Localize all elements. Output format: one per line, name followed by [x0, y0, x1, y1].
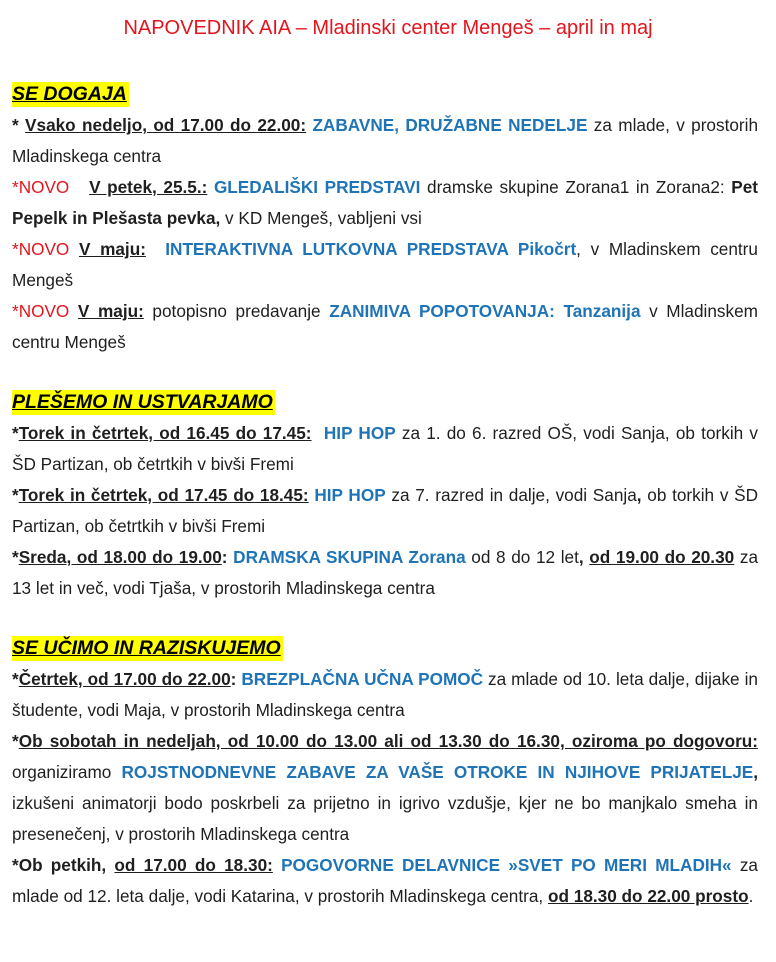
- event-time: Torek in četrtek, od 17.45 do 18.45:: [18, 485, 309, 505]
- section-plesemo-in-ustvarjamo: [12, 390, 758, 604]
- event-title: HIP HOP: [323, 423, 396, 443]
- event-time: od 18.30 do 22.00 prosto: [547, 886, 749, 906]
- list-item: *NOVO V maju: INTERAKTIVNA LUTKOVNA PREDSTAVA Pikočrt, v Mladinskem centru Mengeš: [12, 239, 758, 290]
- event-time: Vsako nedeljo, od 17.00 do 22.00:: [25, 115, 307, 135]
- list-item: *Ob petkih, od 17.00 do 18.30: POGOVORNE DELAVNICE »SVET PO MERI MLADIH« za mlade od 12. leta dalje, vodi Katarina, v prostorih Mladinskega centra, od 18.30 do 22.00 prosto.: [12, 855, 758, 906]
- list-item: *NOVO V maju: potopisno predavanje ZANIMIVA POPOTOVANJA: Tanzanija v Mladinskem centru Mengeš: [12, 301, 758, 352]
- event-time: od 17.00 do 18.30:: [114, 855, 273, 875]
- event-title: ZANIMIVA POPOTOVANJA: Tanzanija: [329, 301, 641, 321]
- event-time: Četrtek, od 17.00 do 22.00: [18, 669, 231, 689]
- event-time: V maju:: [77, 301, 144, 321]
- section-heading: SE DOGAJA: [12, 83, 127, 105]
- list-item: *Torek in četrtek, od 16.45 do 17.45: HIP HOP za 1. do 6. razred OŠ, vodi Sanja, ob torkih v ŠD Partizan, ob četrtkih v bivši Fremi: [12, 423, 758, 474]
- list-item: *Ob sobotah in nedeljah, od 10.00 do 13.00 ali od 13.30 do 16.30, oziroma po dogovoru: organiziramo ROJSTNODNEVNE ZABAVE ZA VAŠE OTROKE IN NJIHOVE PRIJATELJE, izkušeni animatorji bodo poskrbeli za prijetno in igrivo vzdušje, kjer ne bo manjkalo smeha in presenečenj, v prostorih Mladinskega centra: [12, 731, 759, 844]
- new-badge: *NOVO: [12, 301, 70, 321]
- list-item: *Torek in četrtek, od 17.45 do 18.45: HIP HOP za 7. razred in dalje, vodi Sanja, ob torkih v ŠD Partizan, ob četrtkih v bivši Fremi: [12, 485, 758, 536]
- event-title: INTERAKTIVNA LUTKOVNA PREDSTAVA Pikočrt: [165, 239, 577, 259]
- event-title: ZABAVNE, DRUŽABNE NEDELJE: [312, 115, 588, 135]
- event-title: ROJSTNODNEVNE ZABAVE ZA VAŠE OTROKE IN NJIHOVE PRIJATELJE: [121, 762, 754, 782]
- event-time: Sreda, od 18.00 do 19.00: [18, 547, 222, 567]
- event-title: DRAMSKA SKUPINA Zorana: [233, 547, 466, 567]
- event-time: V petek, 25.5.:: [89, 177, 208, 197]
- event-title: BREZPLAČNA UČNA POMOČ: [241, 669, 484, 689]
- list-item: *NOVO V petek, 25.5.: GLEDALIŠKI PREDSTAVI dramske skupine Zorana1 in Zorana2: Pet Pepelk in Plešasta pevka, v KD Mengeš, vabljeni vsi: [12, 177, 759, 228]
- list-item: *Sreda, od 18.00 do 19.00: DRAMSKA SKUPINA Zorana od 8 do 12 let, od 19.00 do 20.30 za 13 let in več, vodi Tjaša, v prostorih Mladinskega centra: [12, 547, 759, 598]
- section-se-dogaja: [12, 82, 758, 358]
- list-item: *Četrtek, od 17.00 do 22.00: BREZPLAČNA UČNA POMOČ za mlade od 10. leta dalje, dijake in študente, vodi Maja, v prostorih Mladinskega centra: [12, 669, 758, 720]
- new-badge: *NOVO: [12, 239, 70, 259]
- event-title: HIP HOP: [314, 485, 386, 505]
- event-time: Ob sobotah in nedeljah, od 10.00 do 13.00 ali od 13.30 do 16.30, oziroma po dogovoru:: [18, 731, 758, 751]
- event-title: GLEDALIŠKI PREDSTAVI: [213, 177, 421, 197]
- section-heading: SE UČIMO IN RAZISKUJEMO: [12, 637, 281, 659]
- section-se-ucimo-in-raziskujemo: [12, 636, 758, 912]
- event-time: Torek in četrtek, od 16.45 do 17.45:: [18, 423, 312, 443]
- event-subtitle: Pet Pepelk in Plešasta pevka,: [12, 177, 759, 228]
- section-heading: PLEŠEMO IN USTVARJAMO: [12, 391, 273, 413]
- event-time: od 19.00 do 20.30: [589, 547, 735, 567]
- new-badge: *NOVO: [12, 177, 70, 197]
- list-item: * Vsako nedeljo, od 17.00 do 22.00: ZABAVNE, DRUŽABNE NEDELJE za mlade, v prostorih Mladinskega centra: [12, 115, 759, 166]
- document-title: NAPOVEDNIK AIA – Mladinski center Mengeš – april in maj: [123, 17, 653, 39]
- event-title: POGOVORNE DELAVNICE »SVET PO MERI MLADIH«: [281, 855, 732, 875]
- event-time: V maju:: [78, 239, 146, 259]
